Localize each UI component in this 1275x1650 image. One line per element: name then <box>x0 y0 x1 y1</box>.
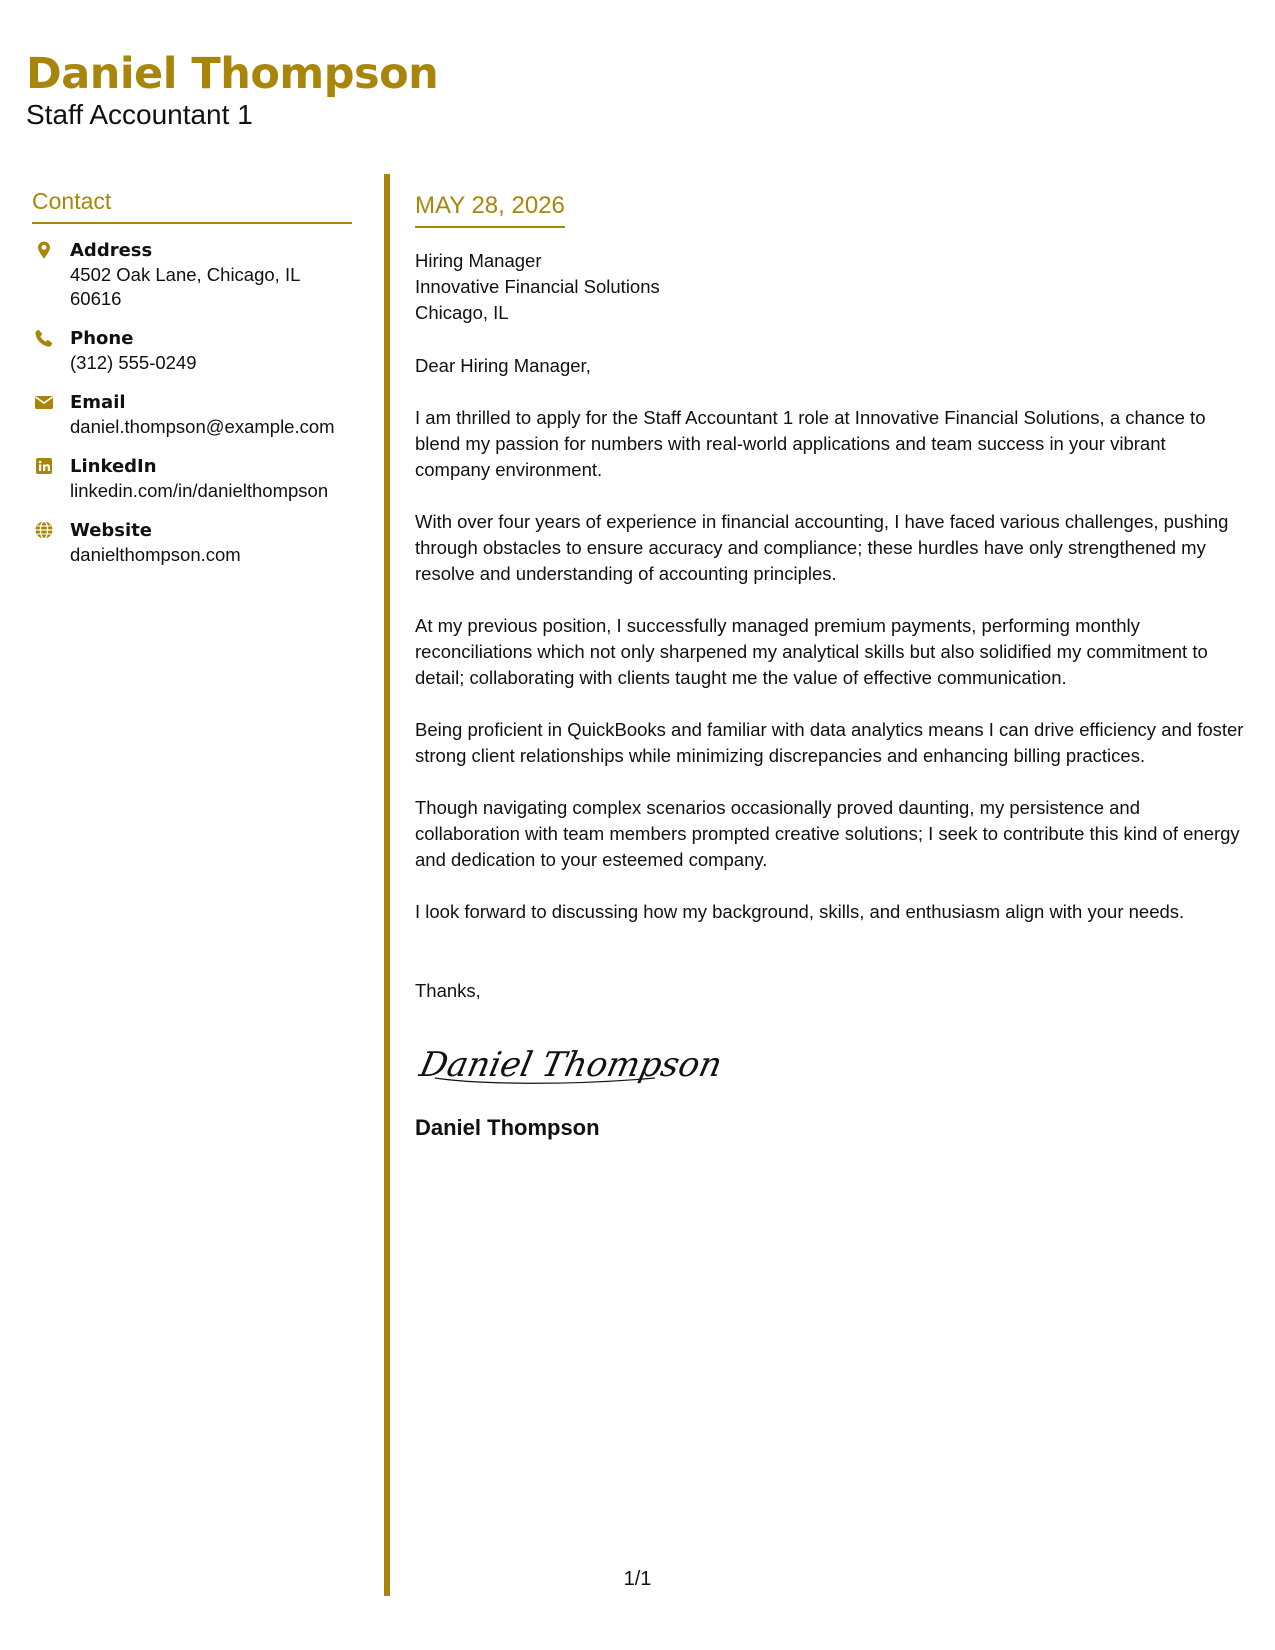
address-value: 4502 Oak Lane, Chicago, IL 60616 <box>70 264 300 309</box>
recipient-block <box>415 248 1245 326</box>
job-title: Staff Accountant 1 <box>26 99 253 130</box>
letter-paragraph: At my previous position, I successfully managed premium payments, performing monthly reconciliations which not only sharpened my analytical skills but also solidified my commitment to detail; collaborating with clients taught me the value of effective communication. <box>415 615 1208 688</box>
contact-item-address <box>32 238 352 311</box>
contact-heading: Contact <box>32 186 352 224</box>
contact-label: Address <box>70 240 153 261</box>
handwritten-signature <box>415 1034 726 1096</box>
envelope-icon <box>34 392 54 412</box>
linkedin-value: linkedin.com/in/danielthompson <box>70 480 329 501</box>
svg-text:Daniel Thompson: Daniel Thompson <box>416 1045 726 1085</box>
recipient-title: Hiring Manager <box>415 250 542 271</box>
letter-date: MAY 28, 2026 <box>415 190 565 228</box>
contact-item-website <box>32 518 352 567</box>
contact-item-phone <box>32 326 352 375</box>
letter-paragraph: Being proficient in QuickBooks and familiar with data analytics means I can drive efficiency and foster strong client relationships while minimizing discrepancies and enhancing billing practices. <box>415 719 1244 766</box>
contact-sidebar <box>32 186 352 582</box>
email-value: daniel.thompson@example.com <box>70 416 335 437</box>
website-value: danielthompson.com <box>70 544 241 565</box>
phone-icon <box>34 328 54 348</box>
contact-label: LinkedIn <box>70 456 157 477</box>
vertical-divider <box>384 174 390 1596</box>
contact-item-email <box>32 390 352 439</box>
letter-paragraph: With over four years of experience in financial accounting, I have faced various challenges, pushing through obstacles to ensure accuracy and compliance; these hurdles have only strengthened my resolve and understanding of accounting principles. <box>415 511 1229 584</box>
candidate-name: Daniel Thompson <box>26 49 439 99</box>
salutation: Dear Hiring Manager, <box>415 355 591 376</box>
letter-body <box>415 190 1245 1142</box>
contact-label: Email <box>70 392 126 413</box>
recipient-location: Chicago, IL <box>415 302 509 323</box>
contact-list <box>32 238 352 567</box>
map-pin-icon <box>34 240 54 260</box>
contact-label: Website <box>70 520 153 541</box>
globe-icon <box>34 520 54 540</box>
page-number: 1/1 <box>623 1568 652 1590</box>
linkedin-icon <box>34 456 54 476</box>
phone-value: (312) 555-0249 <box>70 352 197 373</box>
recipient-company: Innovative Financial Solutions <box>415 276 660 297</box>
contact-label: Phone <box>70 328 134 349</box>
closing: Thanks, <box>415 980 481 1001</box>
letter-paragraph: I look forward to discussing how my background, skills, and enthusiasm align with your needs. <box>415 901 1185 922</box>
letter-paragraph: Though navigating complex scenarios occasionally proved daunting, my persistence and collaboration with team members prompted creative solutions; I seek to contribute this kind of energy and dedication to your esteemed company. <box>415 797 1240 870</box>
signer-name: Daniel Thompson <box>415 1115 600 1140</box>
contact-item-linkedin <box>32 454 352 503</box>
letter-paragraph: I am thrilled to apply for the Staff Accountant 1 role at Innovative Financial Solutions, a chance to blend my passion for numbers with real-world applications and team success in your vibrant company environment. <box>415 407 1206 480</box>
